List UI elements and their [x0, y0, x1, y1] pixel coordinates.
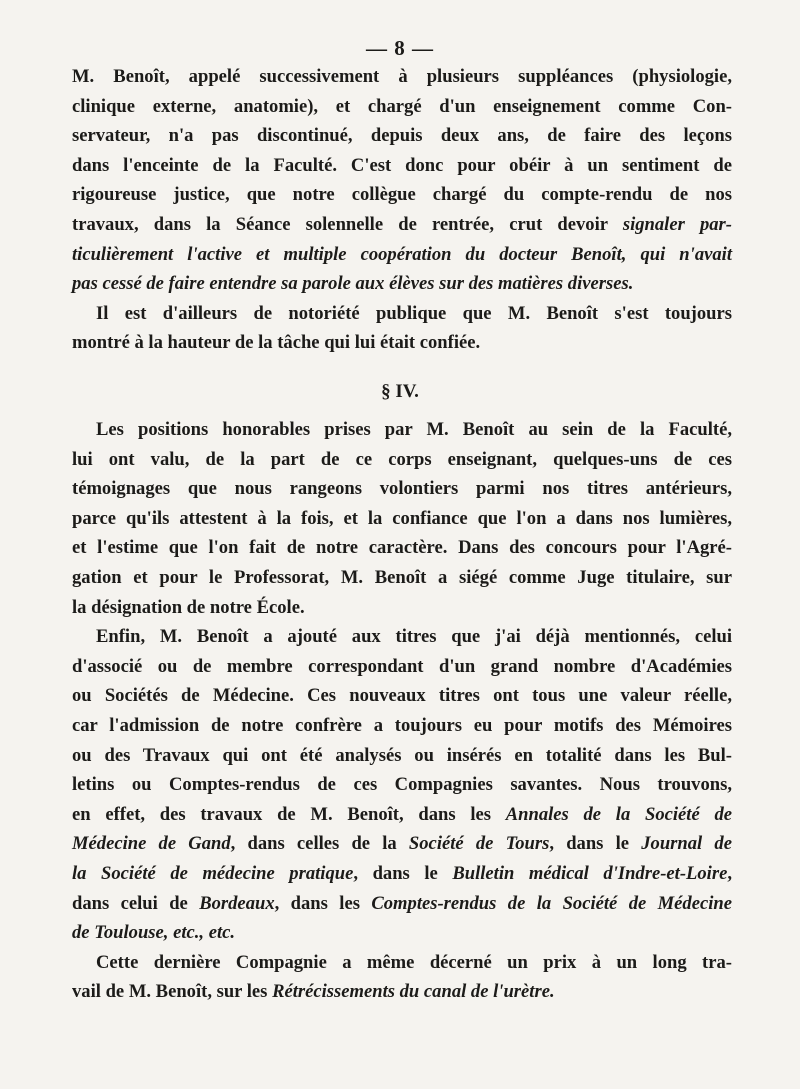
text-line: [72, 210, 732, 240]
italic-fragment: ticulièrement l'active et multiple coopération du docteur Benoît, qui n'avait: [72, 243, 732, 265]
text-line: d'associé ou de membre correspondant d'un grand nombre d'Académies: [72, 655, 732, 677]
text-line: M. Benoît, appelé successivement à plusieurs suppléances (physiologie,: [72, 66, 732, 87]
text-line: et l'estime que l'on fait de notre caractère. Dans des concours pour l'Agré-: [72, 537, 732, 559]
text-line: [72, 240, 732, 270]
text-fragment: en effet, des travaux de M. Benoît, dans les: [72, 803, 491, 825]
italic-fragment: Bulletin médical d'Indre-et-Loire: [452, 862, 728, 884]
italic-fragment: Journal de: [641, 833, 732, 855]
text-line: la Société de médecine pratique, dans le Bulletin médical d'Indre-et-Loire,: [72, 862, 732, 884]
text-line: car l'admission de notre confrère a toujours eu pour motifs des Mémoires: [72, 714, 732, 736]
text-fragment: , dans les: [274, 892, 360, 914]
text-line: témoignages que nous rangeons volontiers parmi nos titres antérieurs,: [72, 478, 732, 500]
text-line: la désignation de notre École.: [72, 596, 305, 618]
text-line: Enfin, M. Benoît a ajouté aux titres que j'ai déjà mentionnés, celui: [96, 626, 732, 648]
italic-fragment: Rétrécissements du canal de l'urètre.: [272, 981, 555, 1003]
italic-fragment: signaler par-: [622, 213, 732, 235]
text-line: ou Sociétés de Médecine. Ces nouveaux titres ont tous une valeur réelle,: [72, 685, 732, 707]
text-fragment: travaux, dans la Séance solennelle de rentrée, crut devoir: [72, 213, 608, 235]
italic-fragment: Annales de la Société de: [505, 803, 733, 825]
text-line: parce qu'ils attestent à la fois, et la confiance que l'on a dans nos lumières,: [72, 507, 732, 529]
text-line: letins ou Comptes-rendus de ces Compagnies savantes. Nous trouvons,: [72, 774, 732, 796]
text-line: dans l'enceinte de la Faculté. C'est donc pour obéir à un sentiment de: [72, 154, 732, 176]
text-line: servateur, n'a pas discontinué, depuis deux ans, de faire des leçons: [72, 125, 732, 147]
text-line: Il est d'ailleurs de notoriété publique que M. Benoît s'est toujours: [96, 302, 732, 324]
italic-fragment: Bordeaux: [199, 892, 275, 914]
text-line: [72, 918, 732, 948]
italic-fragment: Comptes-rendus de la Société de Médecine: [371, 892, 732, 914]
text-line: clinique externe, anatomie), et chargé d'un enseignement comme Con-: [72, 95, 732, 117]
text-line: Les positions honorables prises par M. Benoît au sein de la Faculté,: [96, 419, 732, 440]
italic-fragment: pas cessé de faire entendre sa parole aux élèves sur des matières diverses.: [72, 273, 634, 295]
body-text-bottom: [72, 415, 732, 1007]
italic-fragment: de Toulouse, etc., etc.: [72, 922, 236, 944]
text-line: [72, 977, 732, 1007]
section-heading: § IV.: [381, 381, 419, 402]
text-line: montré à la hauteur de la tâche qui lui était confiée.: [72, 332, 481, 354]
text-fragment: vail de M. Benoît, sur les: [72, 981, 268, 1003]
body-text-top: [72, 62, 732, 358]
text-line: [72, 829, 732, 859]
text-line: Cette dernière Compagnie a même décerné un prix à un long tra-: [96, 951, 732, 973]
text-line: [72, 889, 732, 919]
text-line: lui ont valu, de la part de ce corps enseignant, quelques-uns de ces: [72, 448, 732, 470]
text-line: ou des Travaux qui ont été analysés ou insérés en totalité dans les Bul-: [72, 744, 732, 766]
text-fragment: , dans le: [353, 862, 438, 884]
italic-fragment: Médecine de Gand: [72, 833, 231, 855]
text-line: [72, 269, 732, 299]
text-fragment: dans celui de: [72, 892, 188, 914]
text-line: [72, 800, 732, 830]
text-line: rigoureuse justice, que notre collègue chargé du compte-rendu de nos: [72, 184, 732, 206]
text-fragment: , dans celles de la: [230, 833, 397, 855]
text-line: gation et pour le Professorat, M. Benoît a siégé comme Juge titulaire, sur: [72, 566, 732, 588]
italic-fragment: Société de Tours: [408, 833, 550, 855]
italic-fragment: la Société de médecine pratique: [72, 862, 354, 884]
text-fragment: , dans le: [549, 833, 630, 855]
page-number: — 8 —: [366, 36, 434, 60]
